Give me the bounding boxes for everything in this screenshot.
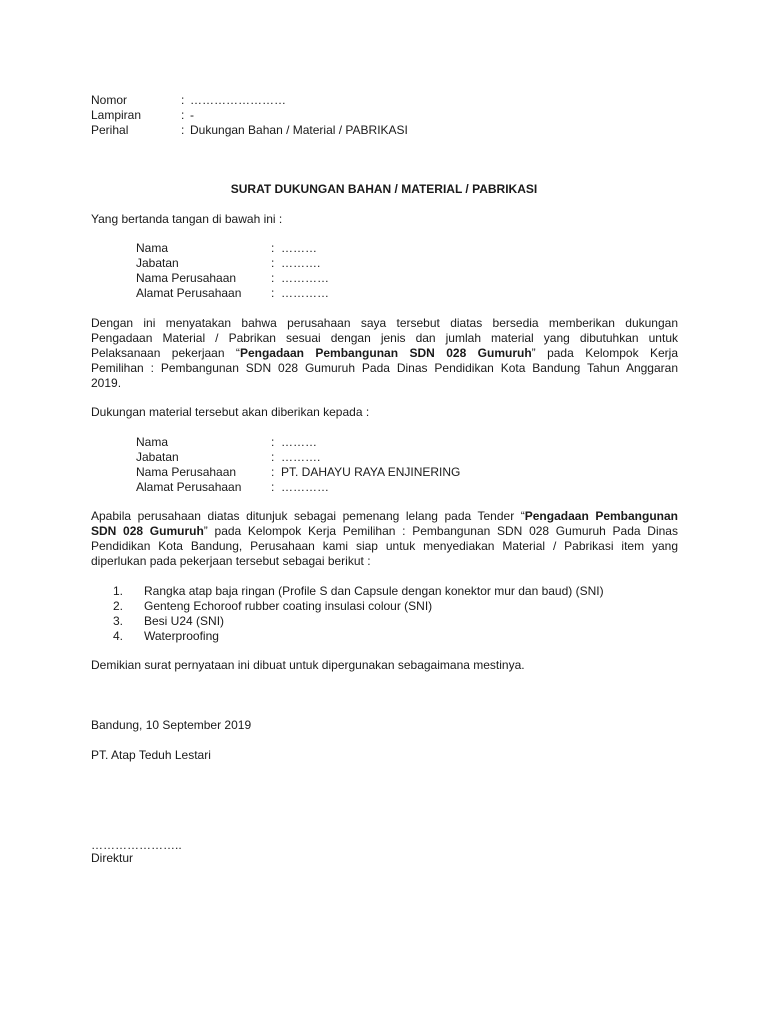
paragraph-text: Apabila perusahaan diatas ditunjuk sebagai pemenang lelang pada Tender “ — [91, 509, 525, 523]
colon: : — [271, 241, 275, 255]
colon: : — [181, 93, 185, 107]
signature-line: ………………….. — [91, 838, 182, 852]
recipient-block — [136, 435, 636, 495]
recipient-jabatan-value: ………. — [281, 450, 321, 464]
perihal-row — [91, 123, 691, 138]
recipient-alamat-label: Alamat Perusahaan — [136, 480, 242, 494]
list-number: 1. — [113, 584, 124, 598]
signer-alamat-row — [136, 286, 636, 301]
colon: : — [271, 286, 275, 300]
paragraph-line — [91, 346, 678, 361]
signer-jabatan-row — [136, 256, 636, 271]
list-text: Rangka atap baja ringan (Profile S dan Capsule dengan konektor mur dan baud) (SNI) — [144, 584, 604, 598]
condition-paragraph — [91, 509, 678, 569]
colon: : — [181, 123, 185, 137]
paragraph-line: 2019. — [91, 376, 122, 390]
list-text: Waterproofing — [144, 629, 219, 643]
letter-header — [91, 93, 691, 138]
project-name-bold: Pengadaan Pembangunan — [524, 509, 679, 523]
perihal-label: Perihal — [91, 123, 129, 137]
signer-alamat-value: ………… — [281, 286, 329, 300]
lampiran-row — [91, 108, 691, 123]
signer-jabatan-value: ………. — [281, 256, 321, 270]
recipient-perusahaan-row — [136, 465, 636, 480]
recipient-nama-label: Nama — [136, 435, 169, 449]
list-item — [113, 599, 673, 614]
nomor-row — [91, 93, 691, 108]
recipient-jabatan-label: Jabatan — [136, 450, 179, 464]
paragraph-line: Pemilihan : Pembangunan SDN 028 Gumuruh Pada Dinas Pendidikan Kota Bandung Tahun Anggaran — [91, 361, 678, 375]
signature-title: Direktur — [91, 851, 134, 865]
recipient-perusahaan-label: Nama Perusahaan — [136, 465, 237, 479]
paragraph-text: ” pada Kelompok Kerja Pemilihan : Pembangunan SDN 028 Gumuruh Pada Dinas — [203, 524, 678, 538]
colon: : — [181, 108, 185, 122]
list-text: Genteng Echoroof rubber coating insulasi colour (SNI) — [144, 599, 433, 613]
perihal-value: Dukungan Bahan / Material / PABRIKASI — [190, 123, 408, 137]
project-name-bold: Pengadaan Pembangunan SDN 028 Gumuruh — [239, 346, 532, 360]
signer-jabatan-label: Jabatan — [136, 256, 179, 270]
recipient-nama-value: ……… — [281, 435, 317, 449]
signer-perusahaan-label: Nama Perusahaan — [136, 271, 237, 285]
place-date: Bandung, 10 September 2019 — [91, 718, 252, 732]
paragraph-line — [91, 524, 678, 539]
recipient-alamat-value: ………… — [281, 480, 329, 494]
list-number: 2. — [113, 599, 124, 613]
colon: : — [271, 435, 275, 449]
intro-text: Yang bertanda tangan di bawah ini : — [91, 212, 283, 226]
recipient-intro: Dukungan material tersebut akan diberikan kepada : — [91, 405, 370, 419]
paragraph-text: Pelaksanaan pekerjaan “ — [91, 346, 240, 360]
signer-perusahaan-value: ………… — [281, 271, 329, 285]
letter-title: SURAT DUKUNGAN BAHAN / MATERIAL / PABRIKASI — [230, 182, 538, 196]
material-list — [113, 584, 673, 644]
paragraph-line: diperlukan pada pekerjaan tersebut sebagai berikut : — [91, 554, 371, 568]
lampiran-value: - — [190, 108, 194, 122]
nomor-value: …………………… — [190, 93, 286, 107]
closing-text: Demikian surat pernyataan ini dibuat untuk dipergunakan sebagaimana mestinya. — [91, 658, 525, 672]
list-text: Besi U24 (SNI) — [144, 614, 225, 628]
list-number: 4. — [113, 629, 124, 643]
signer-nama-value: ……… — [281, 241, 317, 255]
paragraph-line: Pengadaan Material / Pabrikan sesuai dengan jenis dan jumlah material yang dibutuhkan untuk — [91, 331, 678, 345]
list-number: 3. — [113, 614, 124, 628]
paragraph-text: ” pada Kelompok Kerja — [531, 346, 678, 360]
paragraph-line: Dengan ini menyatakan bahwa perusahaan saya tersebut diatas bersedia memberikan dukungan — [91, 316, 678, 330]
recipient-alamat-row — [136, 480, 636, 495]
signer-perusahaan-row — [136, 271, 636, 286]
signer-nama-label: Nama — [136, 241, 169, 255]
signer-alamat-label: Alamat Perusahaan — [136, 286, 242, 300]
nomor-label: Nomor — [91, 93, 128, 107]
paragraph-line: Pendidikan Kota Bandung, Perusahaan kami siap untuk menyediakan Material / Pabrikasi item yang — [91, 539, 678, 553]
recipient-perusahaan-value: PT. DAHAYU RAYA ENJINERING — [281, 465, 461, 479]
list-item — [113, 584, 673, 599]
list-item — [113, 614, 673, 629]
company-name: PT. Atap Teduh Lestari — [91, 748, 211, 762]
recipient-jabatan-row — [136, 450, 636, 465]
colon: : — [271, 480, 275, 494]
colon: : — [271, 271, 275, 285]
statement-paragraph — [91, 316, 678, 391]
project-name-bold: SDN 028 Gumuruh — [91, 524, 204, 538]
recipient-nama-row — [136, 435, 636, 450]
list-item — [113, 629, 673, 644]
lampiran-label: Lampiran — [91, 108, 142, 122]
signer-block — [136, 241, 636, 301]
paragraph-line — [91, 509, 678, 524]
signer-nama-row — [136, 241, 636, 256]
colon: : — [271, 465, 275, 479]
colon: : — [271, 450, 275, 464]
colon: : — [271, 256, 275, 270]
